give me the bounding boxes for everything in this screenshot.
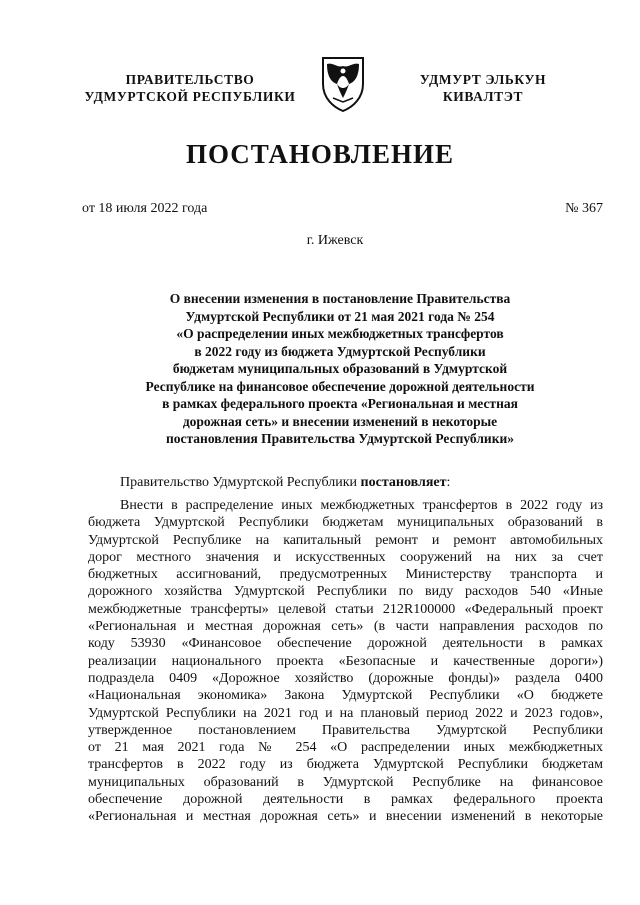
document-date: от 18 июля 2022 года (82, 201, 208, 216)
body-line: Внести в распределение иных межбюджетных трансфертов в 2022 году из (120, 498, 603, 513)
header-right (378, 71, 588, 105)
body-line: дорожного хозяйства Удмуртской Республики по виду расходов 540 «Иные (88, 584, 603, 600)
body-line: «Региональная и местная дорожная сеть» (в части направления расходов по (88, 619, 603, 635)
header-left (60, 71, 320, 105)
intro-text: Правительство Удмуртской Республики (120, 475, 361, 490)
subject-line: в 2022 году из бюджета Удмуртской Республики (194, 343, 486, 359)
subject-line: Удмуртской Республики от 21 мая 2021 года № 254 (185, 308, 495, 324)
header-left-line1: ПРАВИТЕЛЬСТВО (125, 72, 255, 87)
decree-body (88, 497, 603, 826)
header-right-line1: УДМУРТ ЭЛЬКУН (419, 72, 547, 87)
body-line: утвержденное постановлением Правительства Удмуртской Республики (88, 722, 603, 738)
body-line: подраздела 0409 «Дорожное хозяйство (дорожные фонды)» раздела 0400 (88, 670, 603, 686)
header-left-line2: УДМУРТСКОЙ РЕСПУБЛИКИ (84, 89, 296, 104)
document-city: г. Ижевск (306, 233, 364, 248)
body-line: реализации национального проекта «Безопасные и качественные дороги») (88, 653, 603, 669)
subject-line: дорожная сеть» и внесении изменений в некоторые (182, 413, 498, 429)
body-line: коду 53930 «Финансовое обеспечение дорожной деятельности в рамках (88, 636, 603, 652)
decree-intro (120, 475, 450, 491)
body-line: Удмуртской Республики на 2021 год и на плановый период 2022 и 2023 годов», (88, 705, 603, 721)
body-line: бюджетных ассигнований, предусмотренных Министерству транспорта и (88, 567, 603, 583)
body-line: обеспечение дорожной деятельности в рамках федерального проекта (88, 792, 603, 808)
subject-line: «О распределении иных межбюджетных трансфертов (176, 326, 504, 341)
subject-line: постановления Правительства Удмуртской Республики» (165, 431, 515, 446)
subject-line: Республике на финансовое обеспечение дорожной деятельности (145, 378, 535, 394)
document-title: ПОСТАНОВЛЕНИЕ (185, 139, 455, 169)
body-line: дорог местного значения и искусственных сооружений на них за счет (88, 549, 603, 565)
udmurt-coat-of-arms-icon (319, 54, 367, 114)
subject-line: О внесении изменения в постановление Правительства (169, 291, 511, 306)
document-subject (110, 290, 570, 448)
body-line: бюджета Удмуртской Республики бюджетам муниципальных образований в (88, 515, 603, 531)
subject-line: бюджетам муниципальных образований в Удмуртской (172, 361, 508, 376)
body-line: Удмуртской Республике на капитальный ремонт и ремонт автомобильных (88, 532, 603, 548)
body-line: трансфертов в 2022 году из бюджета Удмуртской Республики бюджетам (88, 757, 603, 773)
body-line: «Региональная и местная дорожная сеть» и внесении изменений в некоторые (88, 809, 603, 825)
intro-suffix: : (446, 475, 451, 490)
subject-line: в рамках федерального проекта «Региональная и местная (162, 396, 518, 411)
body-line: от 21 мая 2021 года № 254 «О распределении иных межбюджетных (88, 740, 603, 756)
body-line: межбюджетные трансферты» целевой статьи 212R100000 «Федеральный проект (88, 601, 603, 617)
document-number: № 367 (565, 201, 603, 216)
intro-bold: постановляет (360, 475, 447, 490)
body-line: муниципальных образований в Удмуртской Республике на финансовое (88, 774, 603, 790)
header-right-line2: КИВАЛТЭТ (442, 89, 524, 104)
body-line: «Национальная экономика» Закона Удмуртской Республики «О бюджете (88, 688, 603, 704)
